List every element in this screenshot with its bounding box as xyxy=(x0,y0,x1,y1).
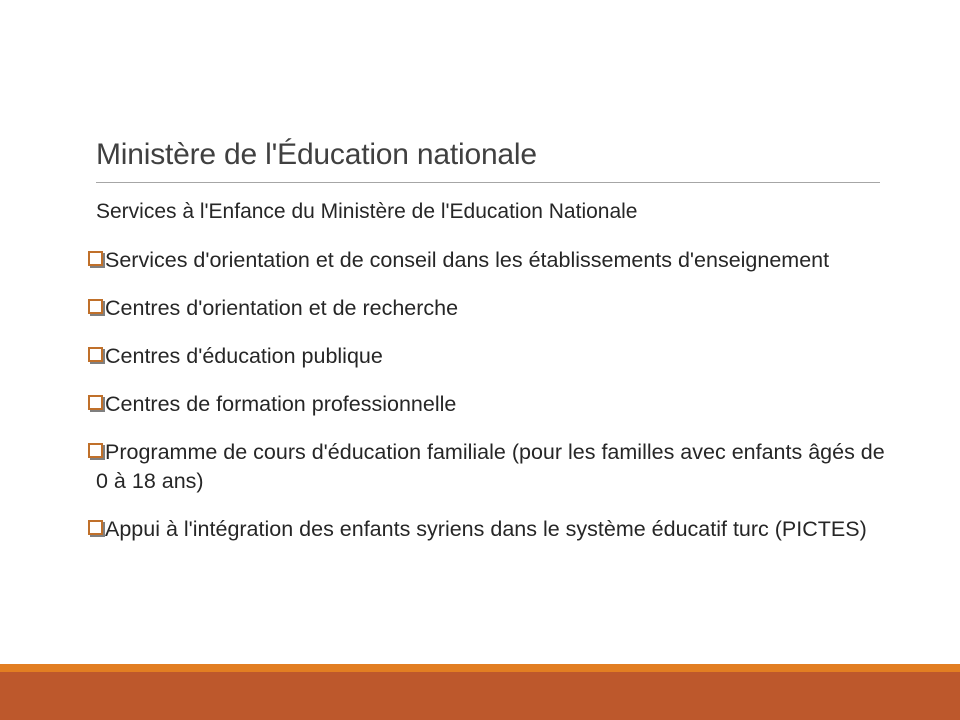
footer-bar xyxy=(0,672,960,720)
bullet-item xyxy=(86,246,886,275)
slide-title: Ministère de l'Éducation nationale xyxy=(96,138,537,171)
title-divider xyxy=(96,182,880,183)
checkbox-square-icon xyxy=(88,443,103,458)
bullet-item xyxy=(86,294,886,323)
checkbox-square-icon xyxy=(88,395,103,410)
checkbox-square-icon xyxy=(88,251,103,266)
bullet-item xyxy=(86,438,886,496)
bullet-text: Services d'orientation et de conseil dans les établissements d'enseignement xyxy=(105,248,830,272)
bullet-text: Programme de cours d'éducation familiale (pour les familles avec enfants âgés de 0 à 18 ans) xyxy=(96,440,885,493)
bullet-item xyxy=(86,342,886,371)
checkbox-square-icon xyxy=(88,520,103,535)
slide-subtitle: Services à l'Enfance du Ministère de l'Education Nationale xyxy=(96,200,638,223)
bullet-text: Centres de formation professionnelle xyxy=(105,392,457,416)
checkbox-square-icon xyxy=(88,299,103,314)
checkbox-square-icon xyxy=(88,347,103,362)
bullet-list xyxy=(86,246,886,563)
bullet-text: Centres d'éducation publique xyxy=(105,344,383,368)
footer-accent-stripe xyxy=(0,664,960,672)
bullet-item xyxy=(86,515,886,544)
bullet-text: Appui à l'intégration des enfants syriens dans le système éducatif turc (PICTES) xyxy=(105,517,867,541)
bullet-text: Centres d'orientation et de recherche xyxy=(105,296,459,320)
bullet-item xyxy=(86,390,886,419)
